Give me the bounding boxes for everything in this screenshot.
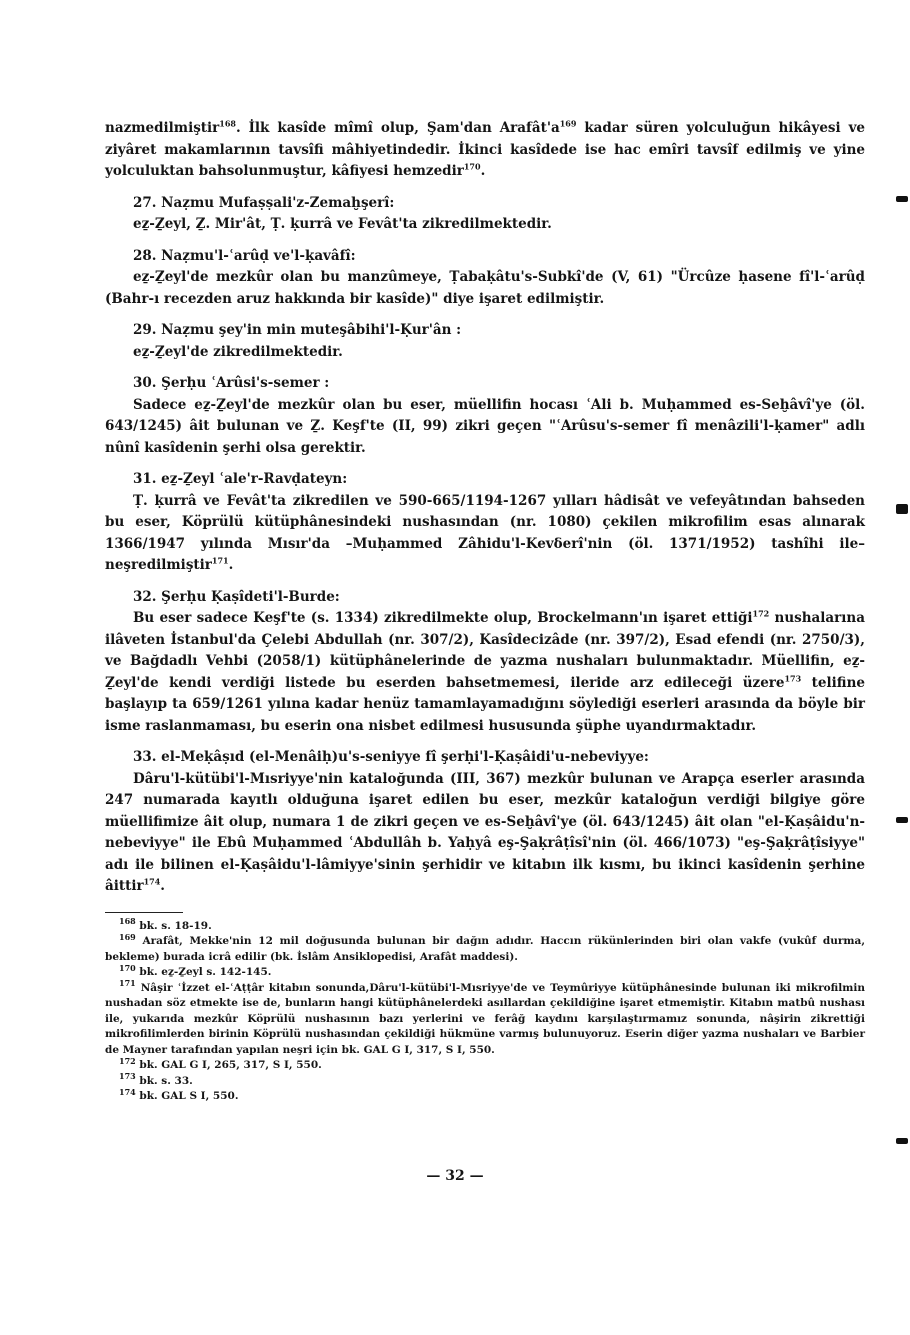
heading-32: 32. Şerḥu Ḳaṣîdeti'l-Burde: [133, 588, 340, 605]
heading-30: 30. Şerḥu ʿArûsi's-semer : [133, 375, 330, 391]
footnote-174 [105, 1086, 865, 1105]
footnote-text: bk. s. 18-19. [135, 919, 212, 932]
body-29: eẕ-Ẕeyl'de zikredilmektedir. [133, 343, 343, 360]
footnote-rule [105, 912, 183, 913]
heading-33: 33. el-Meḳâṣıd (el-Menâiḥ)u's-seniyye fî şerḥi'l-Ḳaṣâidi'u-nebeviyye: [133, 749, 649, 765]
footnote-text: Arafât, Mekke'nin 12 mil doğusunda bulunan bir dağın adıdır. Haccın rükünlerinden biri olan vakfe (vukûf durma, bekleme) burada icrâ edilir (bk. İslâm Ansiklopedisi, Arafât maddesi). [105, 935, 865, 963]
body-32-text-3: telifine başlayıp ta 659/1261 yılına kadar henüz tamamlayamadığını söylediği eserleri arasında da böyle bir isme raslanmaması, bu eserin ona nisbet edilmesi hususunda şüphe uyandırmaktadır. [105, 674, 865, 734]
heading-28: 28. Naẓmu'l-ʿarûḍ ve'l-ḳavâfî: [133, 247, 356, 264]
body-27: eẕ-Ẕeyl, Ẕ. Mir'ât, Ṭ. ḳurrâ ve Fevât'ta zikredilmektedir. [133, 216, 552, 232]
body-31-end: . [228, 557, 234, 573]
scan-edge-mark [896, 1138, 908, 1144]
footnote-ref-169[interactable]: 169 [559, 118, 577, 129]
body-32-text-1: Bu eser sadece Keşf'te (s. 1334) zikredilmekte olup, Brockelmann'ın işaret ettiği [133, 610, 753, 626]
intro-text-2: . İlk kasîde mîmî olup, Şam'dan Arafât'a [236, 120, 560, 136]
body-33-text: Dâru'l-kütübi'l-Mısriyye'nin kataloğunda (III, 367) mezkûr bulunan ve Arapça eserler arasında 247 numarada kayıtlı olduğuna işaret edilen bu eser, mezkûr kataloğun verdiği bilgiye göre müellifimize âit olup, numara 1 de zikri geçen ve es-Seḫâvî'ye (öl. 643/1245) âit olan "el-Ḳaṣâidu'n-nebeviyye" ile Ebû Muḥammed ʿAbdullâh b. Yaḥyâ eş-Şaḳrâṭîsî'nin (öl. 466/1073) "eş-Şaḳrâṭîsiyye" adı ile bilinen el-Ḳaṣâidu'l-lâmiyye'sinin şerhidir ve kitabın ilk kısmı, bu ikinci kasîdenin şerhine âittir [105, 770, 865, 894]
footnote-ref-172[interactable]: 172 [752, 608, 770, 619]
page-number: — 32 — [426, 1168, 484, 1184]
footnote-172 [105, 1055, 865, 1074]
footnote-number: 171 [119, 978, 136, 988]
footnote-number: 174 [119, 1086, 136, 1097]
body-31-text: Ṭ. ḳurrâ ve Fevât'ta zikredilen ve 590-665/1194-1267 yılları hâdisât ve vefeyâtından bahseden bu eser, Köprülü kütüphânesindeki nushasından (nr. 1080) çekilen mikrofilim esas alınarak 1366/1947 yılında Mısır'da –Muḥammed Zâhidu'l-Kevẟerî'nin (öl. 1371/1952) tashîhi ile– neşredilmiştir [105, 492, 865, 573]
intro-text-3: kadar süren yolculuğun hikâyesi ve ziyâret makamlarının tavsîfi mâhiyetindedir. İkinci kasîdede ise hac emîri tavsîf edilmiş ve yine yolculuktan bahsolunmuştur, kâfiyesi hemzedir [105, 120, 865, 179]
footnote-number: 170 [119, 962, 136, 973]
footnote-168 [105, 916, 865, 935]
footnote-text: bk. s. 33. [135, 1074, 193, 1087]
intro-paragraph [105, 118, 865, 183]
body-32 [105, 608, 865, 737]
footnote-169 [105, 931, 865, 965]
footnote-number: 172 [119, 1055, 136, 1066]
footnotes [105, 916, 865, 1105]
footnote-171 [105, 978, 865, 1059]
intro-text-4: . [480, 163, 486, 179]
footnote-ref-168[interactable]: 168 [219, 118, 236, 129]
body-30: Sadece eẕ-Ẕeyl'de mezkûr olan bu eser, müellifin hocası ʿAli b. Muḥammed es-Seḫâvî'ye (öl. 643/1245) âit bulunan ve Ẕ. Keşf'te (II, 99) zikri geçen "ʿArûsu's-semer fî menâzili'l-ḳamer" adlı nûnî kasîdenin şerhi olsa gerektir. [105, 396, 865, 456]
page-body [105, 118, 865, 1105]
footnote-text: bk. GAL S I, 550. [135, 1090, 239, 1102]
footnote-ref-171[interactable]: 171 [211, 555, 229, 566]
body-33 [105, 769, 865, 898]
body-28: eẕ-Ẕeyl'de mezkûr olan bu manzûmeye, Ṭabaḳâtu's-Subkî'de (V, 61) "Ürcûze ḥasene fî'l-ʿarûḍ (Bahr-ı recezden aruz hakkında bir kasîde)" diye işaret edilmiştir. [105, 269, 865, 307]
heading-31: 31. eẕ-Ẕeyl ʿale'r-Ravḍateyn: [133, 471, 348, 487]
scan-edge-mark [896, 817, 908, 823]
body-33-end: . [160, 878, 165, 894]
footnote-170 [105, 962, 865, 981]
footnote-ref-170[interactable]: 170 [463, 161, 481, 172]
heading-27: 27. Naẓmu Mufaṣṣali'z-Zemaḫşerî: [133, 194, 395, 211]
footnote-text: bk. eẕ-Ẕeyl s. 142-145. [135, 966, 272, 978]
footnote-ref-173[interactable]: 173 [784, 673, 802, 683]
body-31 [105, 491, 865, 577]
footnote-ref-174[interactable]: 174 [143, 876, 161, 887]
footnote-number: 173 [119, 1071, 136, 1081]
intro-text-1: nazmedilmiştir [105, 120, 220, 136]
footnote-text: Nâşir ʿİzzet el-ʿAṭṭâr kitabın sonunda,Dâru'l-kütübi'l-Mısriyye'de ve Teymûriyye kütüphânesinde bulunan iki mikrofilmin nushadan söz etmekte ise de, bunların hangi kütüphânelerdeki asıllardan çekildiğine işaret etmemiştir. Kitabın matbû nushası ile, yukarıda mezkûr Köprülü nushasının bazı yerlerini ve ferâğ kaydını karşılaştırmamız sonunda, nâşirin zikrettiği mikrofilimlerden birinin Köprülü nushasından çekildiği hükmüne varmış bulunuyoruz. Eserin diğer yazma nushaları ve Barbier de Mayner tarafından yapılan neşri için bk. GAL G I, 317, S I, 550. [105, 981, 865, 1056]
footnote-173 [105, 1071, 865, 1090]
footnote-text: bk. GAL G I, 265, 317, S I, 550. [135, 1059, 322, 1071]
footnote-number: 169 [119, 931, 136, 942]
scan-edge-mark [896, 504, 908, 514]
heading-29: 29. Naẓmu şey'in min muteşâbihi'l-Ḳur'ân : [133, 322, 462, 338]
scan-edge-mark [896, 196, 908, 202]
body-32-text-2: nushalarına ilâveten İstanbul'da Çelebi Abdullah (nr. 307/2), Kasîdecizâde (nr. 397/2), Esad efendi (nr. 2750/3), ve Bağdadlı Vehbi (2058/1) kütüphânelerinde de yazma nushaları bulunmaktadır. Müellifin, eẕ-Ẕeyl'de kendi verdiği listede bu eserden bahsetmemesi, ileride arz edileceği üzere [105, 610, 865, 691]
footnote-number: 168 [119, 916, 136, 926]
